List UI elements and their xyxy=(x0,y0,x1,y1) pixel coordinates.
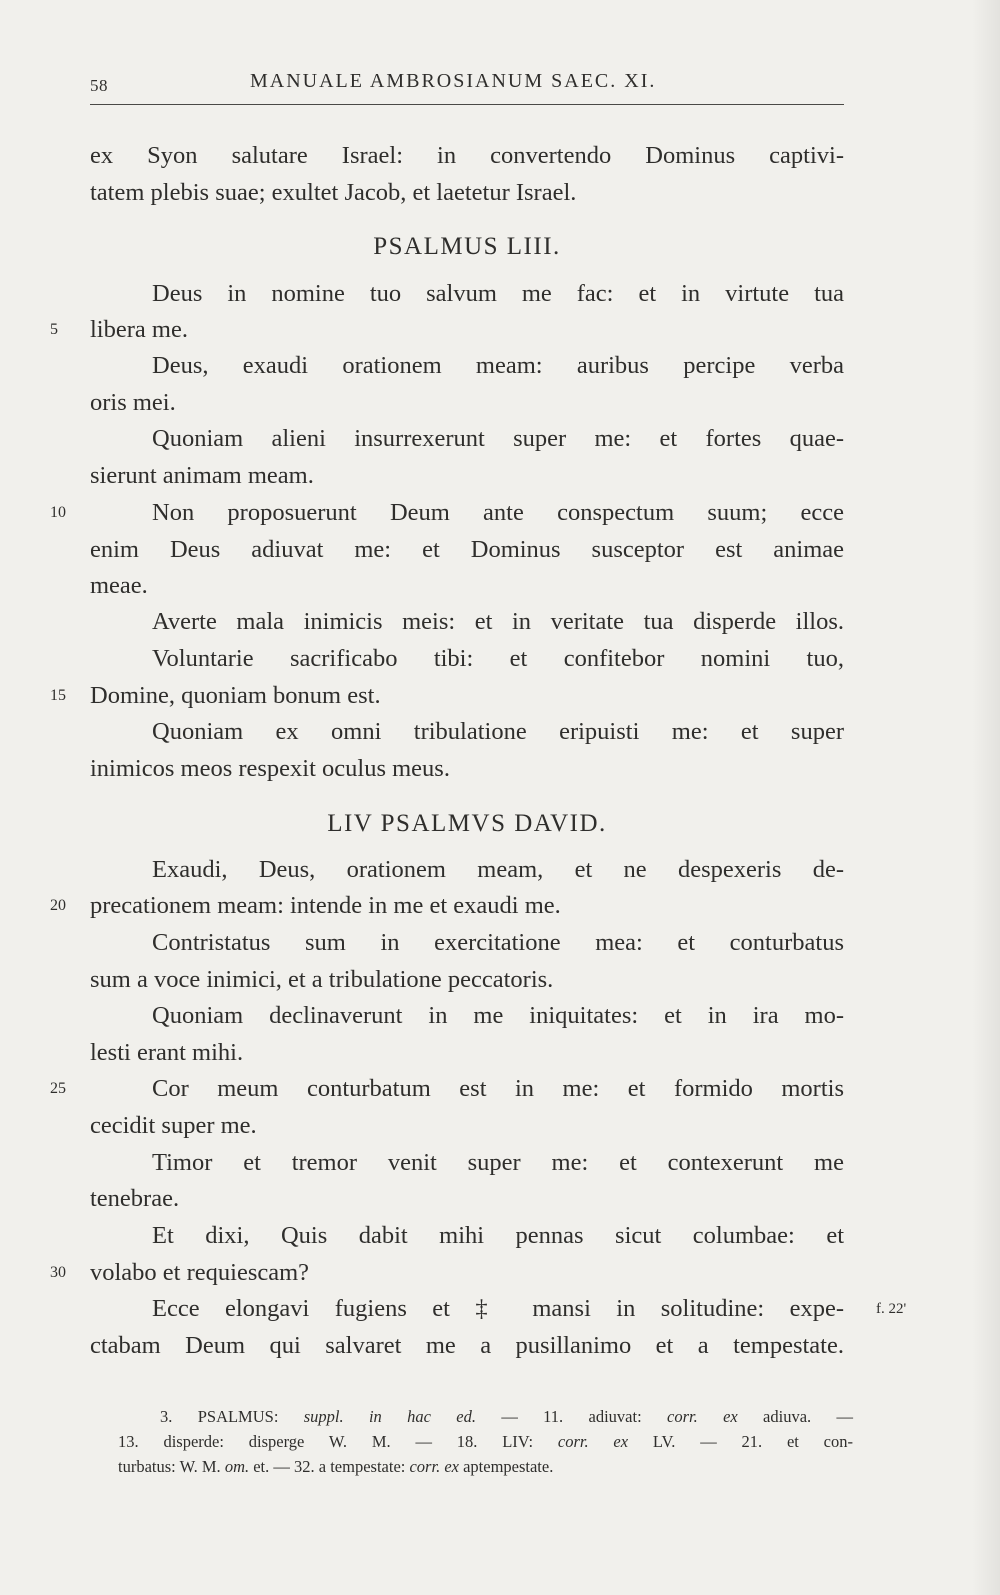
footnote-text: turbatus: W. M. xyxy=(118,1457,225,1476)
psalm-heading: LIV PSALMVS DAVID. xyxy=(327,810,607,837)
verse-line: Cor meum conturbatum est in me: et formido mortis xyxy=(152,1075,844,1102)
text-line: oris mei. xyxy=(90,389,176,416)
page-header xyxy=(90,66,844,106)
text-line: Domine, quoniam bonum est. xyxy=(90,682,381,709)
footnote-line xyxy=(118,1430,853,1454)
text-line: meae. xyxy=(90,572,148,599)
verse-line: Quoniam ex omni tribulatione eripuisti me: et super xyxy=(152,718,844,745)
text-line: libera me. xyxy=(90,316,188,343)
text-line: sum a voce inimici, et a tribulatione peccatoris. xyxy=(90,966,554,993)
critical-mark: ‡ xyxy=(475,1295,507,1322)
running-title: MANUALE AMBROSIANUM SAEC. XI. xyxy=(250,70,657,92)
verse-text: mansi in solitudine: expe- xyxy=(532,1295,845,1322)
footnote-italic: corr. ex xyxy=(667,1407,738,1426)
verse-line: Quoniam declinaverunt in me iniquitates: et in ira mo- xyxy=(152,1002,844,1029)
verse-line: Averte mala inimicis meis: et in veritate tua disperde illos. xyxy=(152,608,844,635)
text-line: tatem plebis suae; exultet Jacob, et laetetur Israel. xyxy=(90,179,577,206)
line-number: 30 xyxy=(50,1264,66,1281)
footnote-line xyxy=(160,1405,853,1429)
verse-line: Et dixi, Quis dabit mihi pennas sicut columbae: et xyxy=(152,1222,844,1249)
verse-line: Timor et tremor venit super me: et contexerunt me xyxy=(152,1149,844,1176)
verse-line: Exaudi, Deus, orationem meam, et ne despexeris de- xyxy=(152,856,844,883)
verse-line: Quoniam alieni insurrexerunt super me: et fortes quae- xyxy=(152,425,844,452)
footnote-text: aptempestate. xyxy=(458,1457,554,1476)
footnote-text: — 11. adiuvat: xyxy=(476,1407,668,1426)
line-number: 15 xyxy=(50,687,66,704)
verse-line: Deus, exaudi orationem meam: auribus percipe verba xyxy=(152,352,844,379)
line-number: 10 xyxy=(50,504,66,521)
footnote-text: 3. PSALMUS: xyxy=(160,1407,304,1426)
line-number: 5 xyxy=(50,321,58,338)
text-line: precationem meam: intende in me et exaudi me. xyxy=(90,892,561,919)
footnote-italic: om. xyxy=(224,1457,250,1476)
text-line: sierunt animam meam. xyxy=(90,462,314,489)
footnote-text: adiuva. — xyxy=(737,1407,853,1426)
text-line: cecidit super me. xyxy=(90,1112,257,1139)
footnote-line xyxy=(118,1455,853,1479)
text-line: ctabam Deum qui salvaret me a pusillanimo et a tempestate. xyxy=(90,1332,844,1359)
verse-line xyxy=(90,1291,844,1327)
text-line: volabo et requiescam? xyxy=(90,1259,310,1286)
text-line: ex Syon salutare Israel: in convertendo Dominus captivi- xyxy=(90,142,844,169)
footnote-text: 13. disperde: disperge W. M. — 18. LIV: xyxy=(118,1432,558,1451)
footnote-text: LV. — 21. et con- xyxy=(628,1432,853,1451)
verse-text: Ecce elongavi fugiens et xyxy=(152,1295,450,1322)
line-number: 25 xyxy=(50,1080,66,1097)
footnote-italic: suppl. in hac ed. xyxy=(303,1407,476,1426)
footnote-italic: corr. ex xyxy=(409,1457,459,1476)
verse-line: Voluntarie sacrificabo tibi: et confitebor nomini tuo, xyxy=(152,645,844,672)
page-edge-shadow xyxy=(972,0,1000,1595)
psalm-heading: PSALMUS LIII. xyxy=(373,233,561,260)
folio-margin-note: f. 22' xyxy=(876,1301,907,1317)
line-number: 20 xyxy=(50,897,66,914)
verse-line: Deus in nomine tuo salvum me fac: et in virtute tua xyxy=(152,280,844,307)
verse-line: Contristatus sum in exercitatione mea: et conturbatus xyxy=(152,929,844,956)
text-line: lesti erant mihi. xyxy=(90,1039,244,1066)
text-line: enim Deus adiuvat me: et Dominus susceptor est animae xyxy=(90,536,844,563)
text-line: inimicos meos respexit oculus meus. xyxy=(90,755,450,782)
verse-line: Non proposuerunt Deum ante conspectum suum; ecce xyxy=(152,499,844,526)
page-number: 58 xyxy=(90,76,108,95)
footnote-text: et. — 32. a tempestate: xyxy=(249,1457,410,1476)
header-rule xyxy=(90,104,844,105)
footnote-italic: corr. ex xyxy=(557,1432,629,1451)
text-line: tenebrae. xyxy=(90,1185,180,1212)
